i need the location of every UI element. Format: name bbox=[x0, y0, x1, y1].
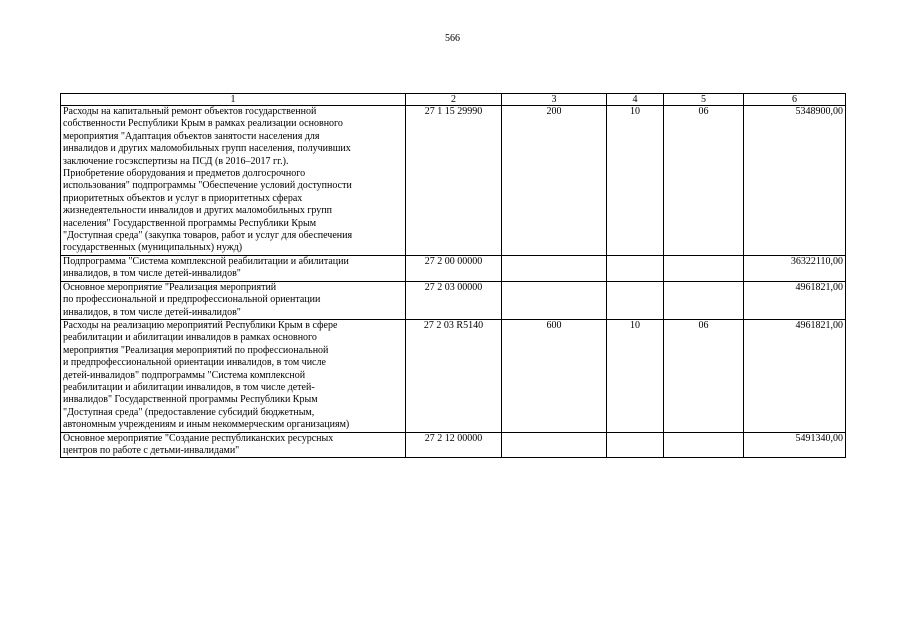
column-header-6: 6 bbox=[744, 94, 846, 106]
row-name: Основное мероприятие "Создание республиканских ресурсных центров по работе с детьми-инвалидами" bbox=[61, 432, 406, 458]
row-col-3: 200 bbox=[502, 106, 607, 256]
column-header-3: 3 bbox=[502, 94, 607, 106]
row-code: 27 2 03 R5140 bbox=[406, 319, 502, 432]
table-row bbox=[61, 432, 846, 458]
table-row bbox=[61, 106, 846, 256]
column-header-2: 2 bbox=[406, 94, 502, 106]
row-code: 27 2 00 00000 bbox=[406, 255, 502, 281]
row-col-3 bbox=[502, 255, 607, 281]
row-col-4 bbox=[607, 255, 664, 281]
row-col-5: 06 bbox=[664, 106, 744, 256]
row-amount: 4961821,00 bbox=[744, 319, 846, 432]
row-col-3 bbox=[502, 281, 607, 319]
row-col-5: 06 bbox=[664, 319, 744, 432]
column-header-1: 1 bbox=[61, 94, 406, 106]
table-header-row bbox=[61, 94, 846, 106]
row-amount: 4961821,00 bbox=[744, 281, 846, 319]
row-code: 27 2 12 00000 bbox=[406, 432, 502, 458]
row-col-3 bbox=[502, 432, 607, 458]
row-col-4 bbox=[607, 432, 664, 458]
row-code: 27 1 15 29990 bbox=[406, 106, 502, 256]
row-col-4 bbox=[607, 281, 664, 319]
row-code: 27 2 03 00000 bbox=[406, 281, 502, 319]
row-amount: 5491340,00 bbox=[744, 432, 846, 458]
row-amount: 5348900,00 bbox=[744, 106, 846, 256]
row-name: Подпрограмма "Система комплексной реабилитации и абилитации инвалидов, в том числе детей-инвалидов" bbox=[61, 255, 406, 281]
table-row bbox=[61, 281, 846, 319]
row-amount: 36322110,00 bbox=[744, 255, 846, 281]
row-col-3: 600 bbox=[502, 319, 607, 432]
column-header-4: 4 bbox=[607, 94, 664, 106]
row-name: Расходы на капитальный ремонт объектов государственной собственности Республики Крым в рамках реализации основного мероприятия "Адаптация объектов занятости населения для инвалидов и других маломобильных групп населения, получивших заключение госэкспертизы на ПСД (в 2016–2017 гг.). Приобретение оборудования и предметов долгосрочного использования" подпрограммы "Обеспечение условий доступности приоритетных объектов и услуг в приоритетных сферах жизнедеятельности инвалидов и других маломобильных групп населения" Государственной программы Республики Крым "Доступная среда" (закупка товаров, работ и услуг для обеспечения государственных (муниципальных) нужд) bbox=[61, 106, 406, 256]
table-row bbox=[61, 255, 846, 281]
row-col-5 bbox=[664, 255, 744, 281]
column-header-5: 5 bbox=[664, 94, 744, 106]
row-col-5 bbox=[664, 432, 744, 458]
page-number: 566 bbox=[445, 33, 460, 44]
row-name: Основное мероприятие "Реализация мероприятий по профессиональной и предпрофессиональной ориентации инвалидов, в том числе детей-инвалидов" bbox=[61, 281, 406, 319]
budget-table bbox=[60, 93, 846, 458]
row-col-4: 10 bbox=[607, 319, 664, 432]
table-row bbox=[61, 319, 846, 432]
row-col-5 bbox=[664, 281, 744, 319]
row-col-4: 10 bbox=[607, 106, 664, 256]
row-name: Расходы на реализацию мероприятий Республики Крым в сфере реабилитации и абилитации инвалидов в рамках основного мероприятия "Реализация мероприятий по профессиональной и предпрофессиональной ориентации инвалидов, в том числе детей-инвалидов" подпрограммы "Система комплексной реабилитации и абилитации инвалидов, в том числе детей- инвалидов" Государственной программы Республики Крым "Доступная среда" (предоставление субсидий бюджетным, автономным учреждениям и иным некоммерческим организациям) bbox=[61, 319, 406, 432]
